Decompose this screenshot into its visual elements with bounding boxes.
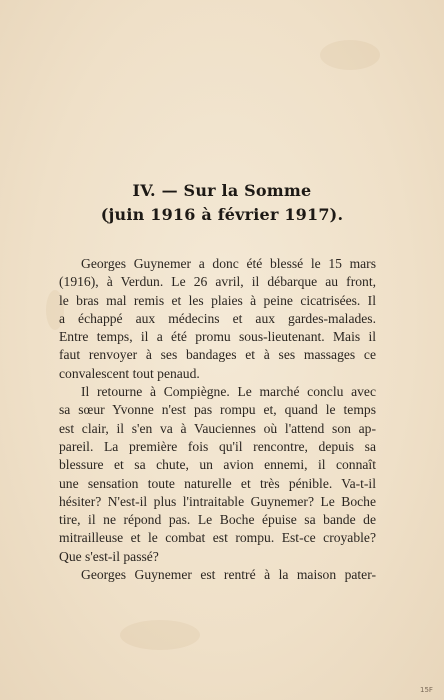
text-line: a échappé aux médecins et aux gardes-malades. [59, 310, 376, 326]
body-text [59, 255, 376, 584]
text-line: pareil. La première fois qu'il rencontre, depuis sa [59, 438, 376, 454]
text-line: une sensation toute naturelle et très pénible. Va-t-il [59, 475, 376, 491]
text-line: Georges Guynemer a donc été blessé le 15 mars [81, 256, 376, 271]
text-line: est clair, il s'en va à Vauciennes où l'attend son ap- [59, 420, 376, 436]
text-line: Que s'est-il passé? [59, 548, 159, 564]
text-line: convalescent tout penaud. [59, 365, 200, 381]
text-line: Il retourne à Compiègne. Le marché conclu avec [81, 384, 376, 400]
chapter-title: IV. — Sur la Somme [132, 181, 312, 200]
text-line: (1916), à Verdun. Le 26 avril, il débarque au front, [59, 274, 376, 290]
text-line: Entre temps, il a été promu sous-lieutenant. Mais il [59, 329, 376, 345]
paper-stain [320, 40, 380, 70]
text-line: le bras mal remis et les plaies à peine cicatrisées. Il [59, 292, 376, 308]
text-line: faut renvoyer à ses bandages et à ses massages ce [59, 347, 376, 363]
paper-stain [120, 620, 200, 650]
chapter-dates: (juin 1916 à février 1917). [100, 205, 344, 224]
text-line: Georges Guynemer est rentré à la maison pater- [81, 567, 376, 583]
text-line: mitrailleuse et le combat est rompu. Est-ce croyable? [59, 530, 376, 546]
text-line: tire, il ne répond pas. Le Boche épuise sa bande de [59, 512, 376, 528]
text-line: blessure et sa chute, un avion ennemi, il connaît [59, 457, 376, 473]
text-line: hésiter? N'est-il plus l'intraitable Guynemer? Le Boche [59, 493, 376, 509]
page-corner-mark: 15F [420, 686, 433, 694]
text-line: sa sœur Yvonne n'est pas rompu et, quand le temps [59, 402, 376, 418]
